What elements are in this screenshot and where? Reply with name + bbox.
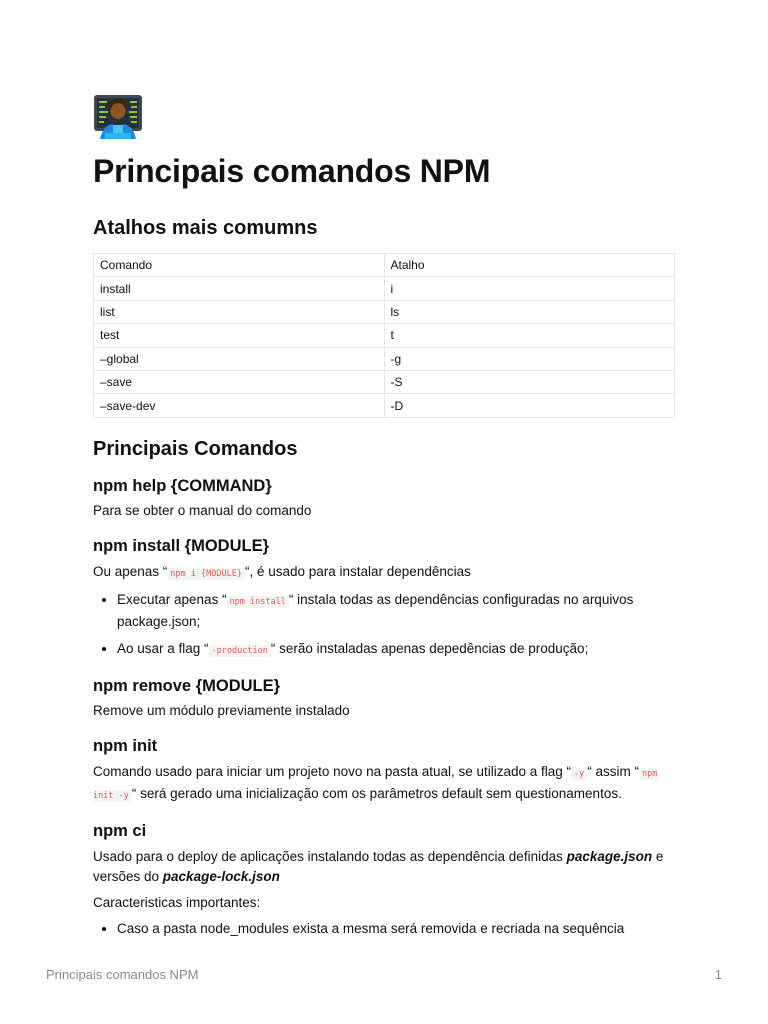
text-fragment: Ou apenas “ xyxy=(93,563,168,579)
section-desc-help: Para se obter o manual do comando xyxy=(93,502,312,518)
section-desc-ci xyxy=(93,847,675,887)
section-title-help: npm help {COMMAND} xyxy=(93,476,272,495)
footer-title: Principais comandos NPM xyxy=(46,967,199,982)
section-desc-init xyxy=(93,762,675,806)
table-row xyxy=(94,370,675,393)
table-header-cell: Atalho xyxy=(384,254,675,277)
table-row xyxy=(94,277,675,300)
bold-italic-text: package-lock.json xyxy=(162,868,280,884)
inline-code: -y xyxy=(571,768,587,780)
inline-code: npm i {MODULE} xyxy=(167,568,245,580)
list-item xyxy=(117,590,675,632)
table-cell: list xyxy=(94,300,385,323)
inline-code: npm install xyxy=(227,596,289,608)
section-title-install: npm install {MODULE} xyxy=(93,536,270,555)
page-title: Principais comandos NPM xyxy=(93,153,491,189)
commands-heading: Principais Comandos xyxy=(93,437,298,460)
shortcuts-table xyxy=(93,253,675,418)
section-desc-install xyxy=(93,562,675,584)
table-cell: test xyxy=(94,324,385,347)
section-title-ci: npm ci xyxy=(93,821,147,840)
text-fragment: Executar apenas “ xyxy=(117,591,227,607)
section-title-init: npm init xyxy=(93,736,158,755)
text-fragment: “ instala todas as dependências configuradas no arquivos package.json; xyxy=(117,591,634,629)
table-header-cell: Comando xyxy=(94,254,385,277)
table-cell: install xyxy=(94,277,385,300)
page-content xyxy=(93,95,675,939)
table-cell: ls xyxy=(384,300,675,323)
section-desc-remove: Remove um módulo previamente instalado xyxy=(93,702,350,718)
text-fragment: Usado para o deploy de aplicações instalando todas as dependência definidas xyxy=(93,848,567,864)
text-fragment: “ serão instaladas apenas depedências de produção; xyxy=(270,640,589,656)
bold-italic-text: package.json xyxy=(566,848,653,864)
page-number: 1 xyxy=(714,967,722,982)
table-header-row xyxy=(94,254,675,277)
features-label: Caracteristicas importantes: xyxy=(93,894,261,910)
text-fragment: “ será gerado uma inicialização com os parâmetros default sem questionamentos. xyxy=(131,785,622,801)
text-fragment: Comando usado para iniciar um projeto novo na pasta atual, se utilizado a flag “ xyxy=(93,763,572,779)
text-fragment: e versões do xyxy=(93,848,664,884)
text-fragment: “ assim “ xyxy=(587,763,640,779)
ci-bullet-list xyxy=(93,919,675,939)
section-title-remove: npm remove {MODULE} xyxy=(93,676,281,695)
table-row xyxy=(94,324,675,347)
inline-code: -production xyxy=(209,645,271,657)
table-cell: –save-dev xyxy=(94,394,385,417)
table-row xyxy=(94,300,675,323)
table-cell: -S xyxy=(384,370,675,393)
list-item: • Caso a pasta node_modules exista a mesma será removida e recriada na sequência xyxy=(117,919,675,939)
table-cell: -g xyxy=(384,347,675,370)
table-cell: -D xyxy=(384,394,675,417)
install-bullet-list xyxy=(93,590,675,661)
table-row xyxy=(94,347,675,370)
text-fragment: Ao usar a flag “ xyxy=(117,640,209,656)
text-fragment: “, é usado para instalar dependências xyxy=(244,563,471,579)
technologist-emoji-icon xyxy=(93,95,143,139)
table-cell: –global xyxy=(94,347,385,370)
list-item xyxy=(117,639,675,661)
table-cell: t xyxy=(384,324,675,347)
table-cell: i xyxy=(384,277,675,300)
table-row xyxy=(94,394,675,417)
inline-code: npm init -y xyxy=(93,768,658,801)
table-cell: –save xyxy=(94,370,385,393)
shortcuts-heading: Atalhos mais comumns xyxy=(93,217,318,239)
